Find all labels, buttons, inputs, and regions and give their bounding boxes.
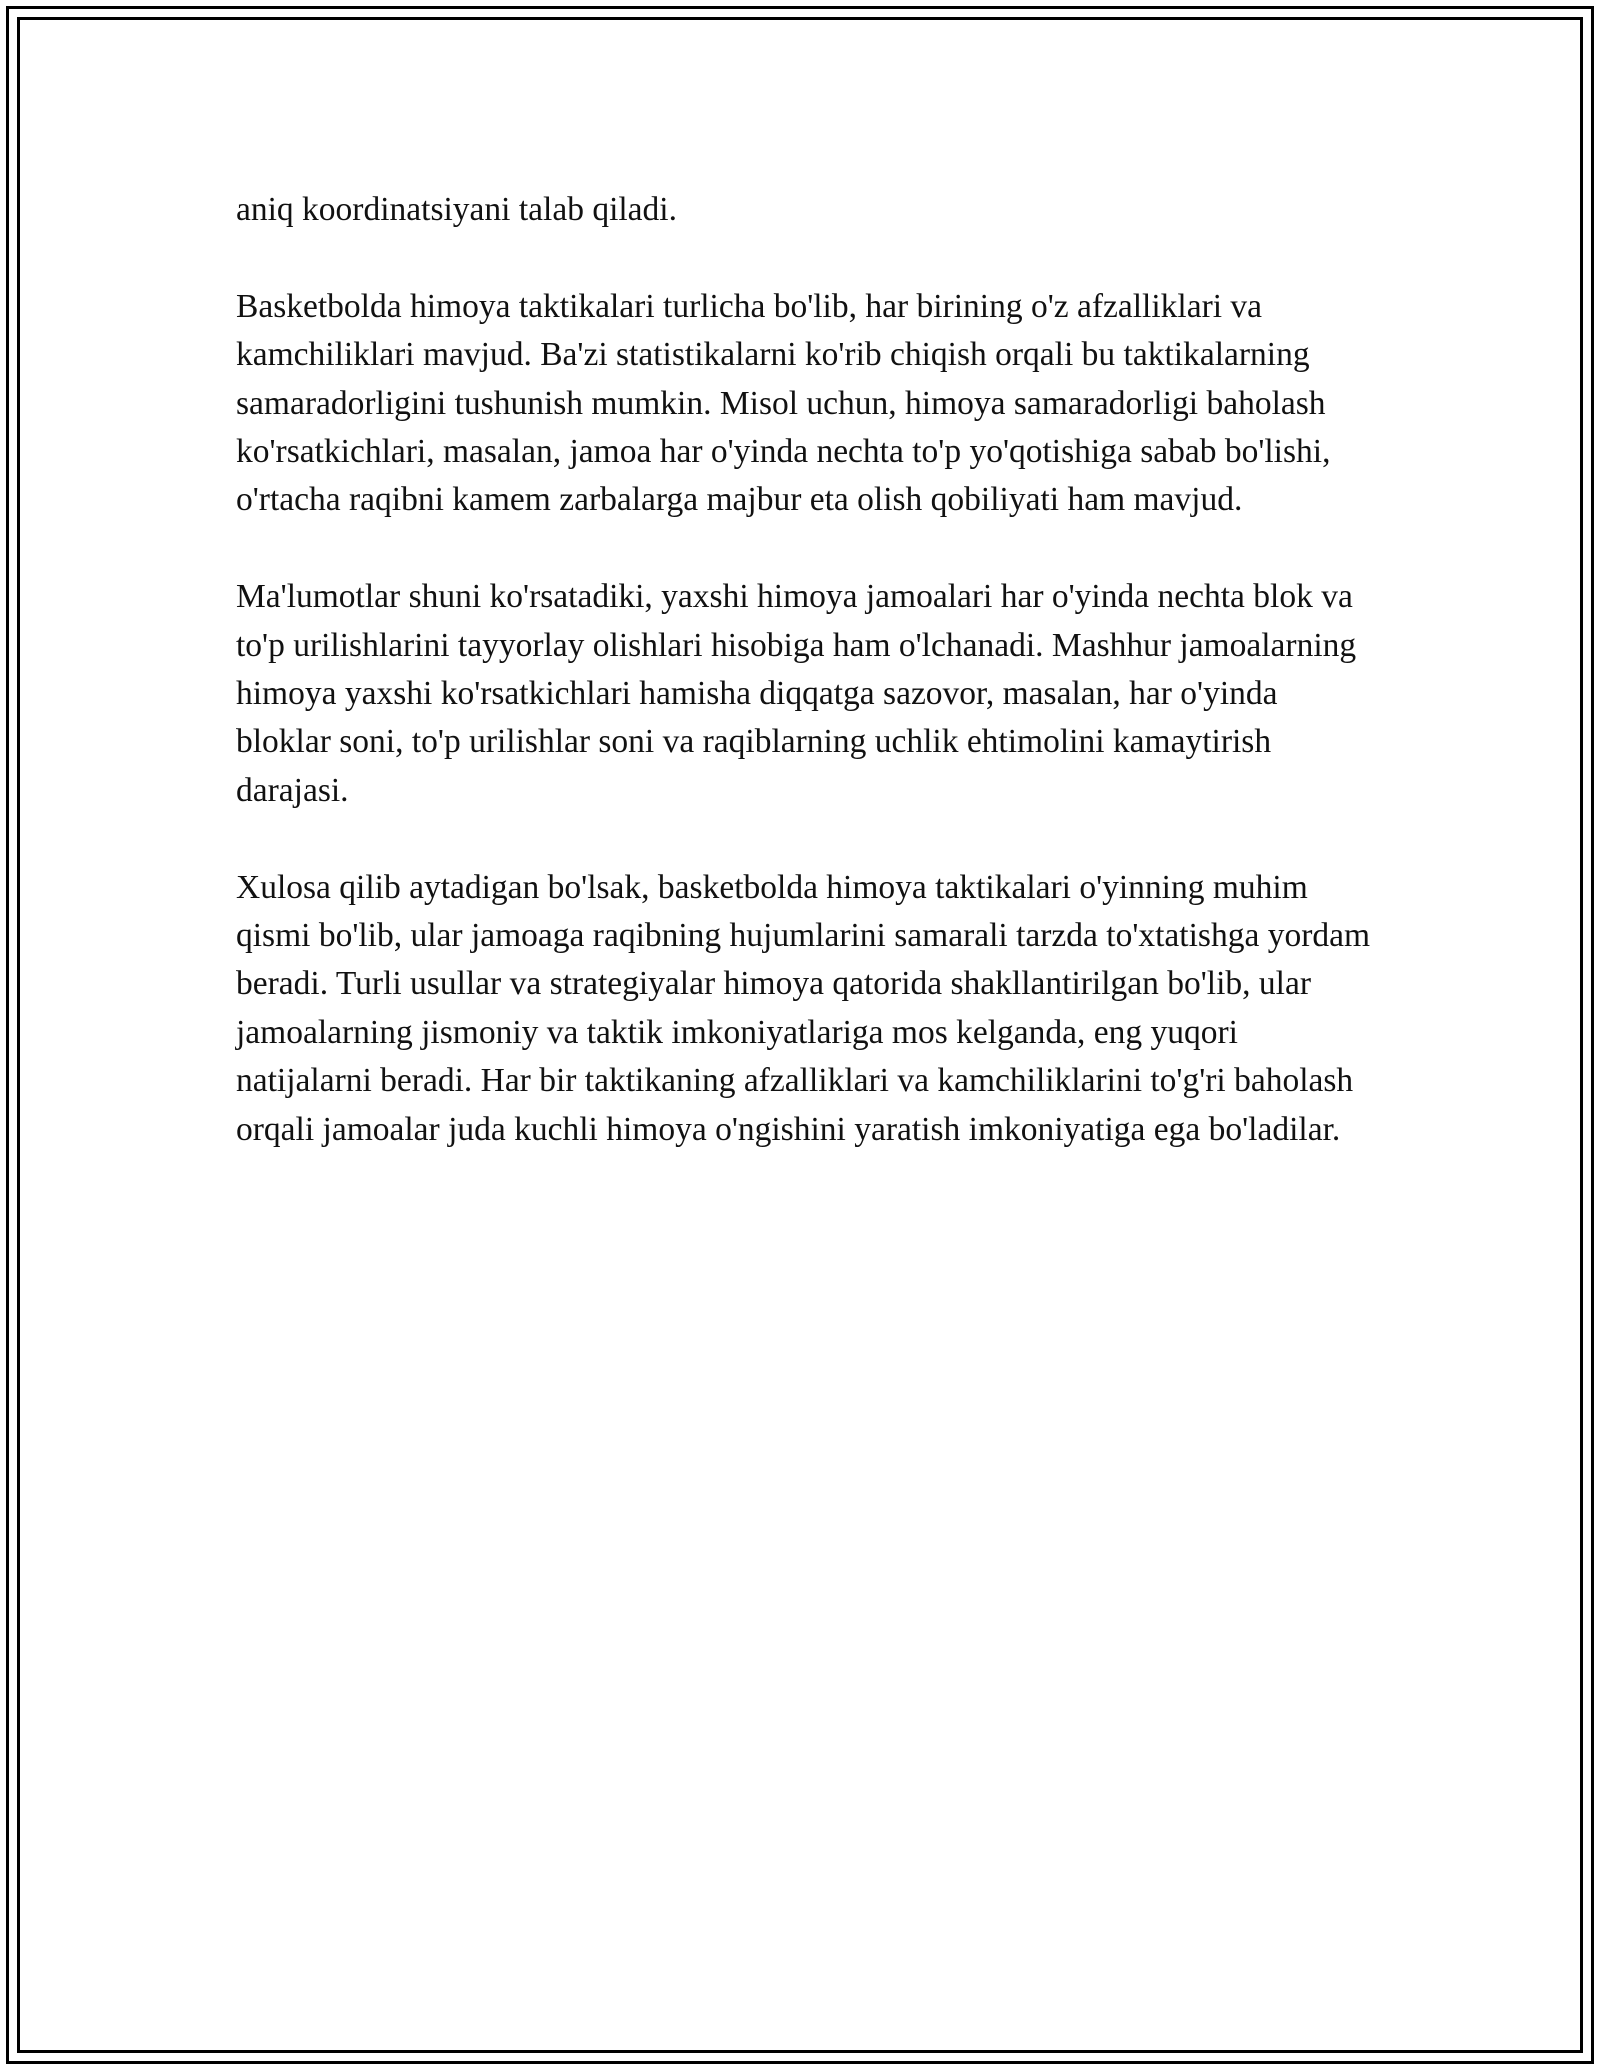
- paragraph-defense-tactics: Basketbolda himoya taktikalari turlicha bo'lib, har birining o'z afzalliklari va kamchiliklari mavjud. Ba'zi statistikalarni ko'rib chiqish orqali bu taktikalarning samaradorligini tushunish mumkin. Misol uchun, himoya samaradorligi baholash ko'rsatkichlari, masalan, jamoa har o'yinda nechta to'p yo'qotishiga sabab bo'lishi, o'rtacha raqibni kamem zarbalarga majbur eta olish qobiliyati ham mavjud.: [236, 287, 1331, 519]
- paragraph-defense-statistics: Ma'lumotlar shuni ko'rsatadiki, yaxshi himoya jamoalari har o'yinda nechta blok va to'p urilishlarini tayyorlay olishlari hisobiga ham o'lchanadi. Mashhur jamoalarning himoya yaxshi ko'rsatkichlari hamisha diqqatga sazovor, masalan, har o'yinda bloklar soni, to'p urilishlar soni va raqiblarning uchlik ehtimolini kamaytirish darajasi.: [236, 578, 1357, 809]
- document-body: [236, 186, 1376, 1202]
- paragraph-continuation: aniq koordinatsiyani talab qiladi.: [236, 191, 677, 228]
- paragraph-conclusion: Xulosa qilib aytadigan bo'lsak, basketbolda himoya taktikalari o'yinning muhim qismi bo'lib, ular jamoaga raqibning hujumlarini samarali tarzda to'xtatishga yordam beradi. Turli usullar va strategiyalar himoya qatorida shakllantirilgan bo'lib, ular jamoalarning jismoniy va taktik imkoniyatlariga mos kelganda, eng yuqori natijalarni beradi. Har bir taktikaning afzalliklari va kamchiliklarini to'g'ri baholash orqali jamoalar juda kuchli himoya o'ngishini yaratish imkoniyatiga ega bo'ladilar.: [236, 868, 1371, 1148]
